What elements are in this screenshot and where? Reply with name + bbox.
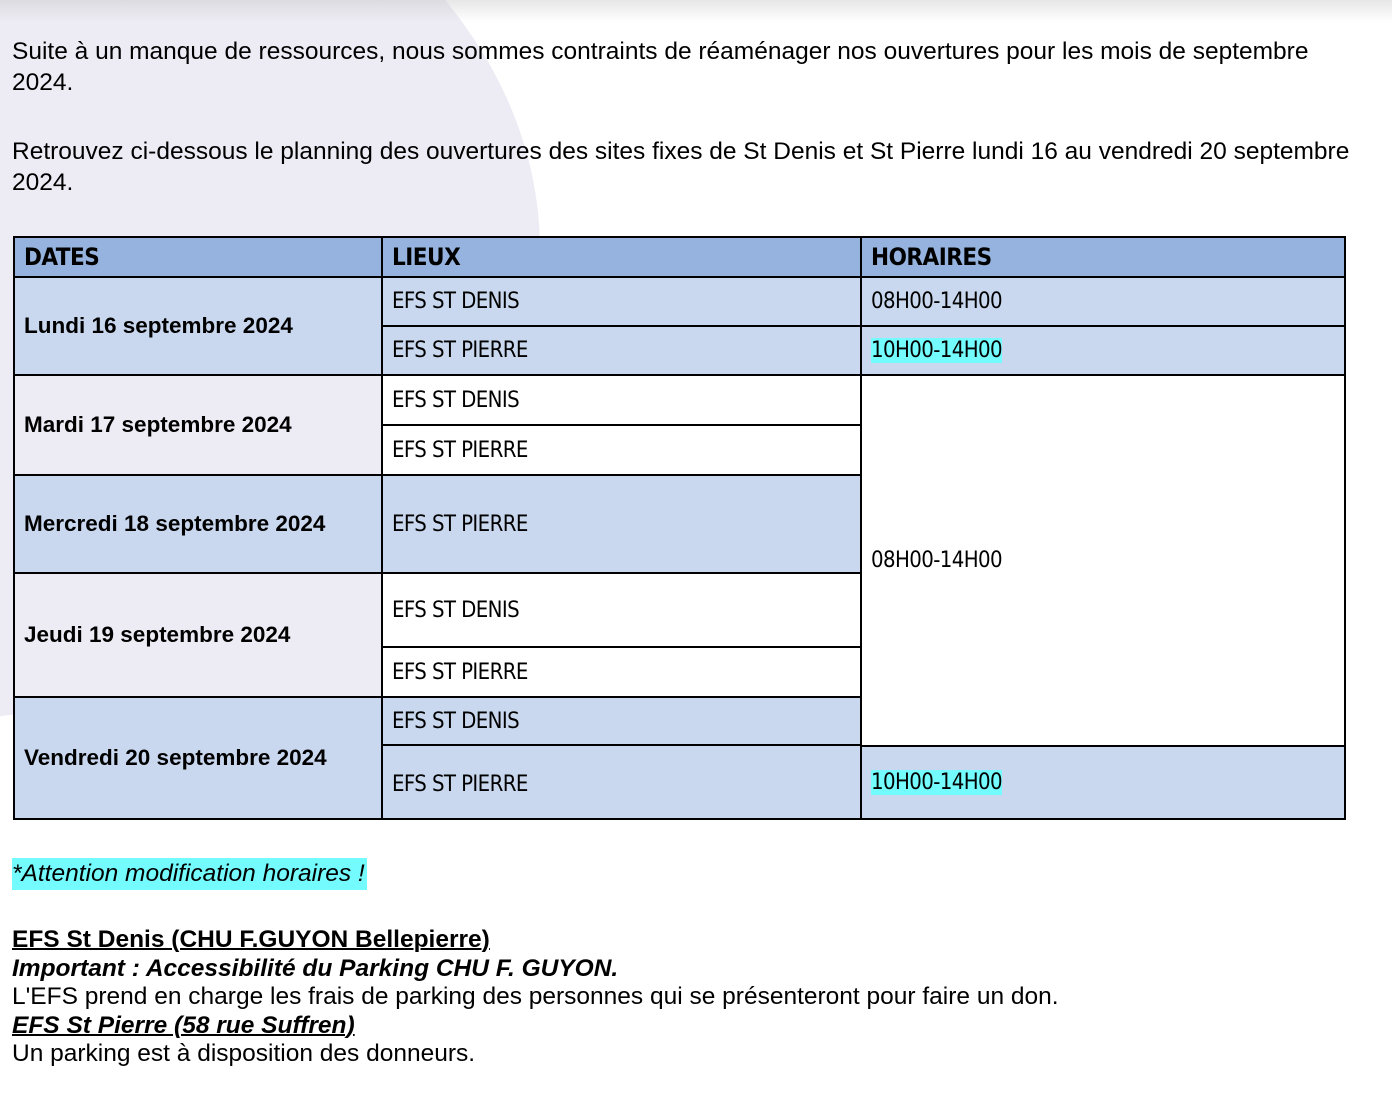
site-info (12, 926, 1059, 1069)
date-cell: Vendredi 20 septembre 2024 (14, 697, 382, 819)
date-cell: Mercredi 18 septembre 2024 (14, 475, 382, 573)
site-cell: EFS ST PIERRE (382, 425, 861, 475)
st-denis-important: Important : Accessibilité du Parking CHU F. GUYON. (12, 954, 619, 982)
st-denis-text: L'EFS prend en charge les frais de parking des personnes qui se présenteront pour faire un don. (12, 983, 1059, 1010)
header-dates: DATES (14, 237, 382, 277)
date-cell: Lundi 16 septembre 2024 (14, 277, 382, 375)
header-horaires: HORAIRES (861, 237, 1345, 277)
schedule-intro-paragraph: Retrouvez ci-dessous le planning des ouvertures des sites fixes de St Denis et St Pierre lundi 16 au vendredi 20 septembre 2024. (12, 138, 1350, 196)
site-cell: EFS ST PIERRE (382, 745, 861, 819)
attention-note: *Attention modification horaires ! (12, 858, 367, 890)
modified-hours-highlight: 10H00-14H00 (871, 338, 1003, 363)
table-header-row (14, 237, 1345, 277)
site-cell: EFS ST DENIS (382, 573, 861, 647)
st-pierre-title: EFS St Pierre (58 rue Suffren) (12, 1011, 355, 1039)
modified-hours-highlight: 10H00-14H00 (871, 770, 1003, 795)
date-cell: Jeudi 19 septembre 2024 (14, 573, 382, 697)
hours-cell-shared: 08H00-14H00 (861, 375, 1345, 746)
site-cell: EFS ST DENIS (382, 697, 861, 745)
site-cell: EFS ST PIERRE (382, 647, 861, 697)
st-pierre-text: Un parking est à disposition des donneurs. (12, 1040, 476, 1067)
intro-paragraph: Suite à un manque de ressources, nous sommes contraints de réaménager nos ouvertures pour les mois de septembre 2024. (12, 38, 1309, 96)
site-cell: EFS ST DENIS (382, 375, 861, 425)
hours-cell (861, 326, 1345, 375)
st-denis-title: EFS St Denis (CHU F.GUYON Bellepierre) (12, 926, 490, 953)
site-cell: EFS ST PIERRE (382, 475, 861, 573)
date-cell: Mardi 17 septembre 2024 (14, 375, 382, 475)
schedule-table (13, 236, 1346, 820)
table-row (14, 277, 1345, 326)
site-cell: EFS ST DENIS (382, 277, 861, 326)
site-cell: EFS ST PIERRE (382, 326, 861, 375)
top-shadow (0, 0, 1392, 22)
hours-cell (861, 746, 1345, 819)
table-row (14, 375, 1345, 425)
header-lieux: LIEUX (382, 237, 861, 277)
hours-cell: 08H00-14H00 (861, 277, 1345, 326)
